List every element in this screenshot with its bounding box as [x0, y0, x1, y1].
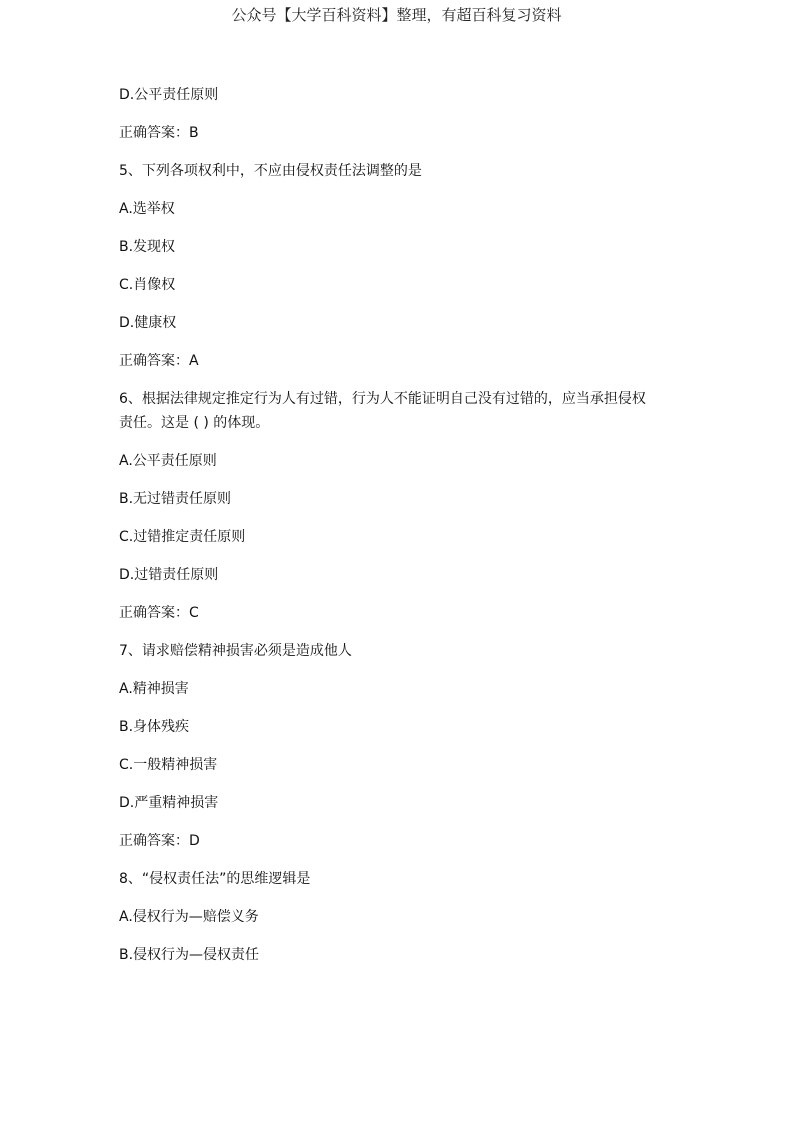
answer: 正确答案：D: [119, 833, 200, 849]
option-a: A.选举权: [119, 201, 175, 217]
question-8: 8、“侵权责任法”的思维逻辑是: [119, 871, 311, 887]
document-body: [119, 85, 679, 983]
option-b: B.无过错责任原则: [119, 491, 232, 507]
option-c: C.一般精神损害: [119, 757, 218, 773]
option-b: B.发现权: [119, 239, 176, 255]
option-b: B.侵权行为—侵权责任: [119, 947, 260, 963]
question-6-line-2: 责任。这是 ( ) 的体现。: [119, 415, 270, 431]
option-b: B.身体残疾: [119, 719, 190, 735]
option-c: C.过错推定责任原则: [119, 529, 246, 545]
answer: 正确答案：B: [119, 125, 199, 141]
option-a: A.精神损害: [119, 681, 189, 697]
question-5: 5、下列各项权利中，不应由侵权责任法调整的是: [119, 163, 422, 179]
option-d: D.公平责任原则: [119, 87, 219, 103]
option-a: A.侵权行为—赔偿义务: [119, 909, 259, 925]
question-6: [119, 389, 679, 433]
question-6-line-1: 6、根据法律规定推定行为人有过错，行为人不能证明自己没有过错的，应当承担侵权: [119, 391, 646, 407]
option-d: D.严重精神损害: [119, 795, 219, 811]
option-d: D.过错责任原则: [119, 567, 219, 583]
option-a: A.公平责任原则: [119, 453, 217, 469]
answer: 正确答案：C: [119, 605, 199, 621]
question-7: 7、请求赔偿精神损害必须是造成他人: [119, 643, 352, 659]
option-c: C.肖像权: [119, 277, 176, 293]
page-header: 公众号【大学百科资料】整理，有超百科复习资料: [231, 6, 562, 24]
option-d: D.健康权: [119, 315, 177, 331]
answer: 正确答案：A: [119, 353, 199, 369]
